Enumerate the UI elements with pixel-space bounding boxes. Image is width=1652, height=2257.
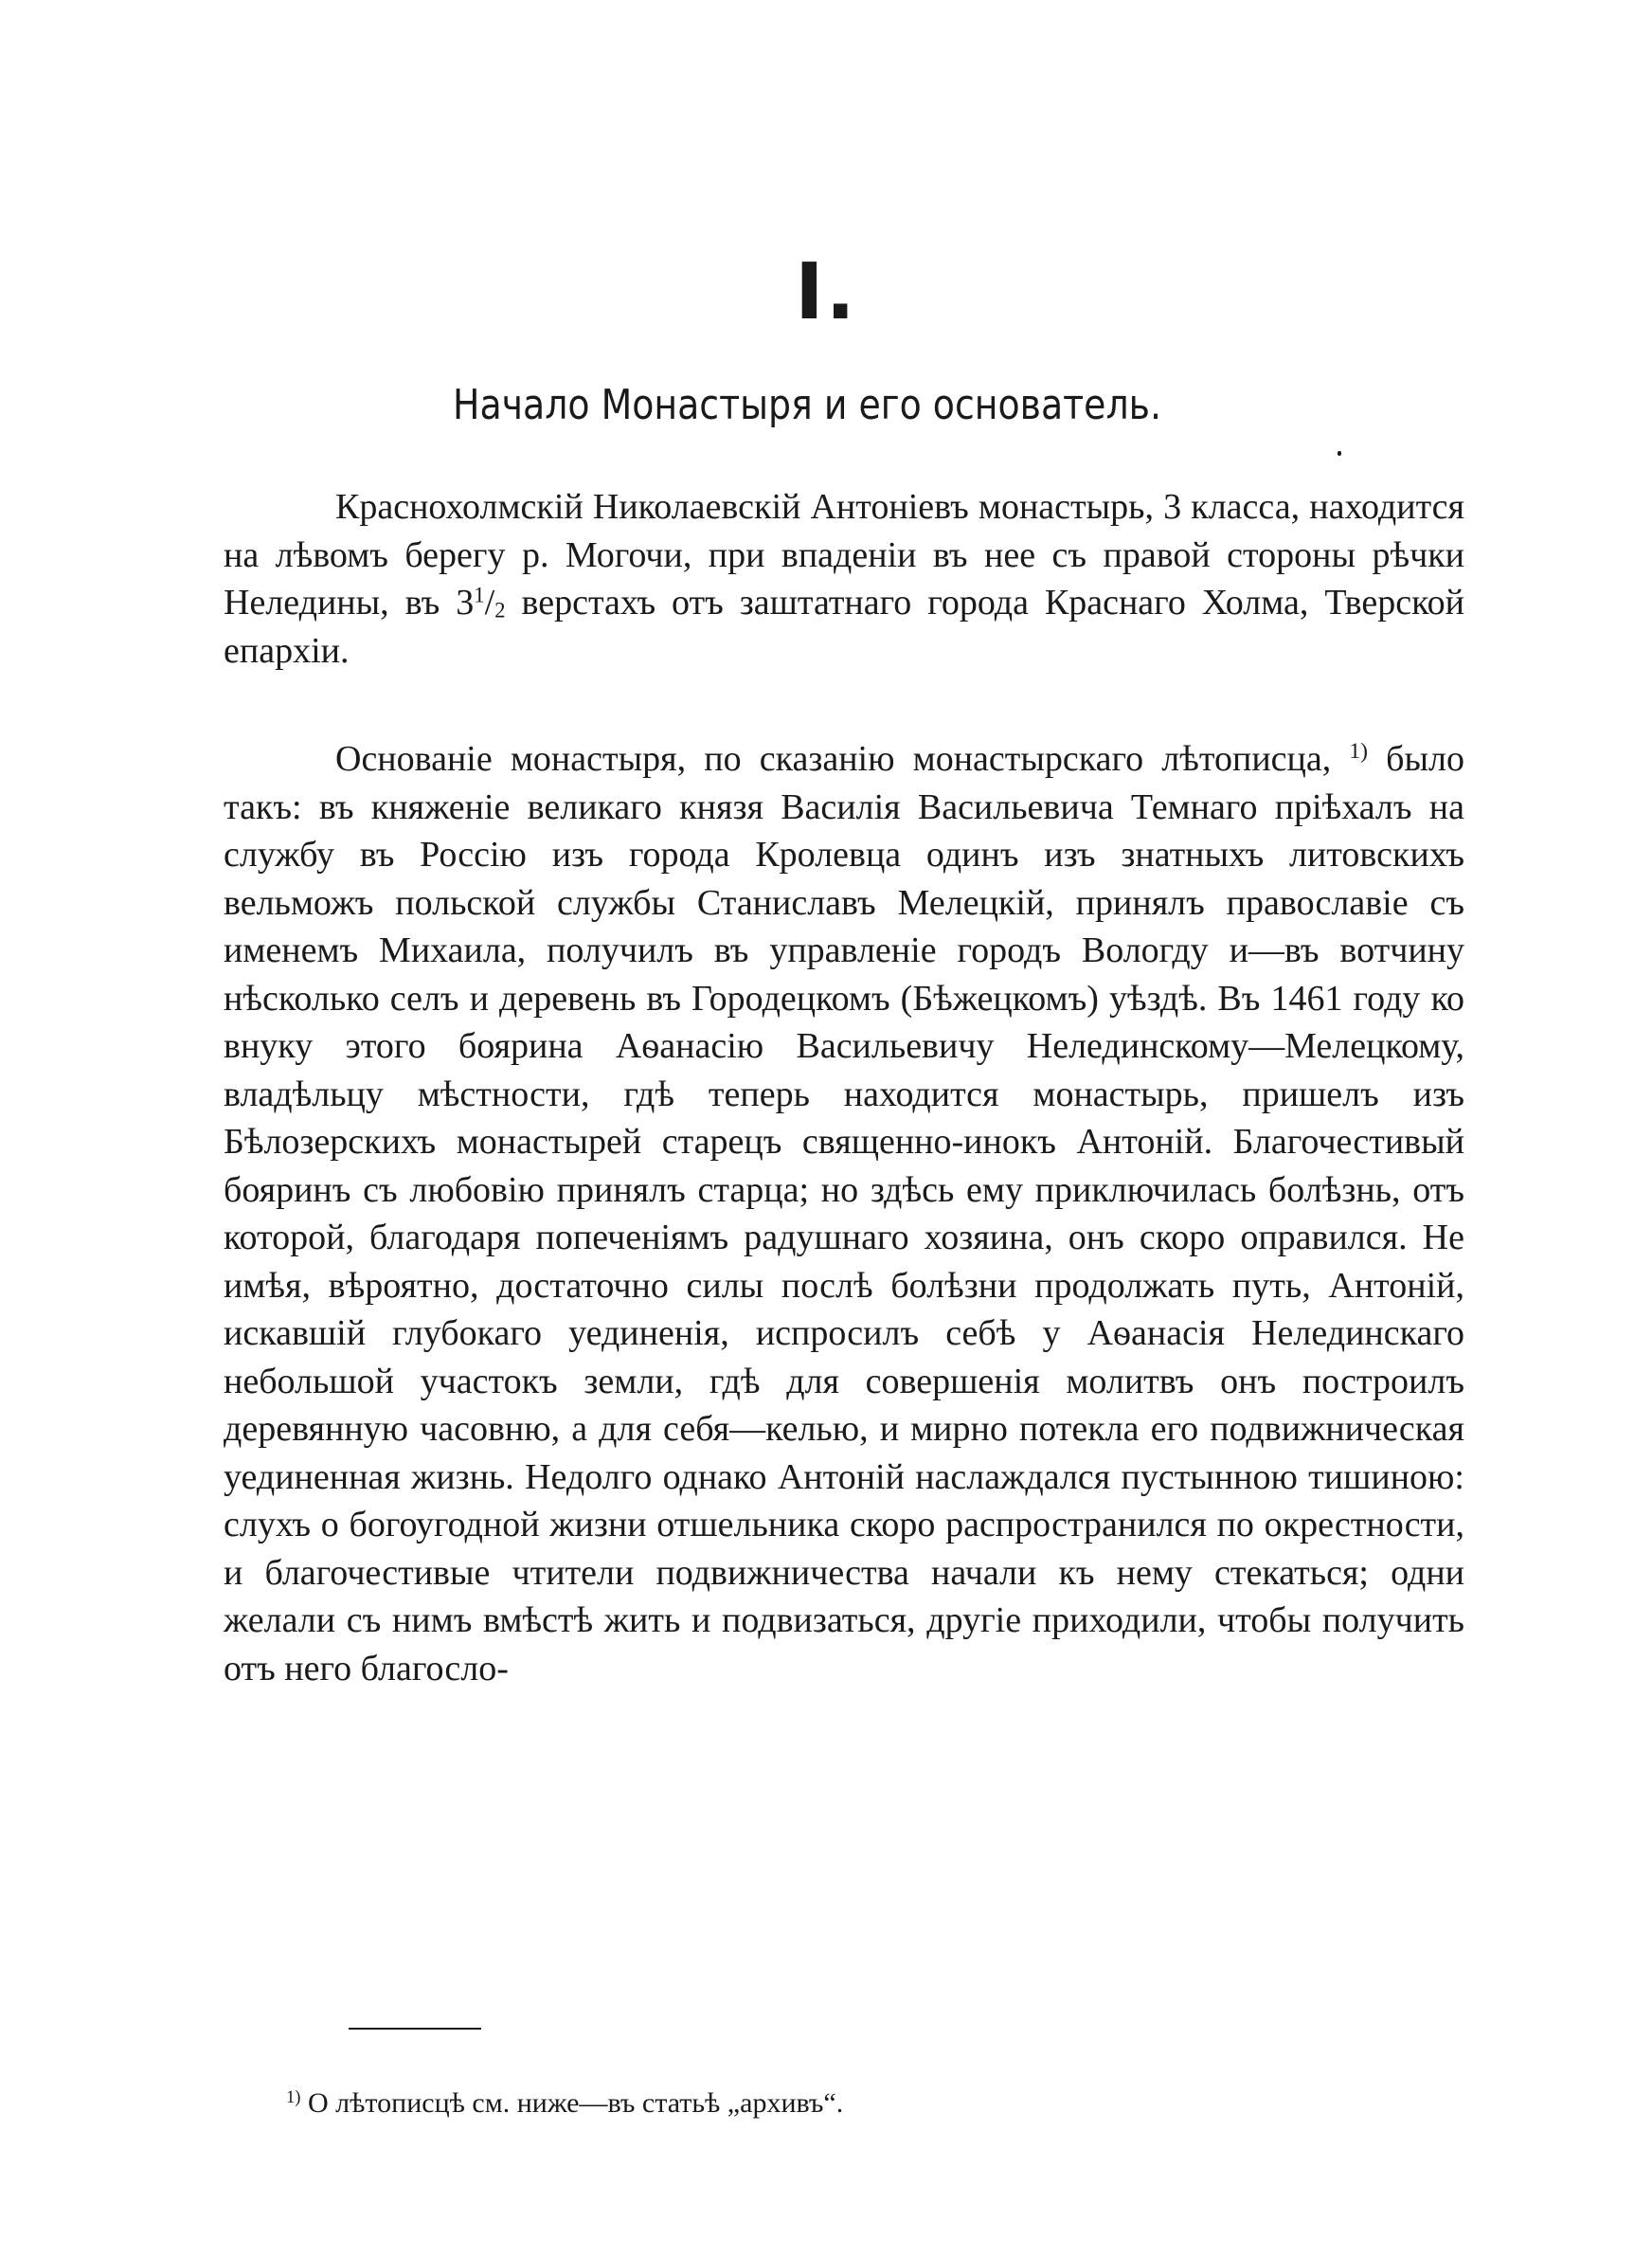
paragraph-1-text-a: Краснохолмскій Николаевскій Антоніевъ монастырь, 3 класса, находится на лѣвомъ берегу р. Могочи, при впаденіи въ нее съ правой стороны рѣчки Неледины, въ: [224, 487, 1464, 623]
chapter-numeral: I.: [795, 247, 857, 337]
paragraph-2-text-a: Основаніе монастыря, по сказанію монастырскаго лѣтописца,: [335, 739, 1350, 779]
fraction-distance: $3^1/_2$: [456, 583, 506, 623]
footnote-reference: 1): [1349, 739, 1369, 765]
paragraph-1-text-b: верстахъ отъ заштатнаго города Краснаго Холма, Тверской епархіи.: [224, 583, 1464, 671]
footnote-divider: [349, 2028, 481, 2030]
footnote-marker: 1): [286, 2086, 301, 2107]
fraction-denominator: 2: [494, 598, 506, 623]
paragraph-1: [224, 483, 1464, 675]
footnote: [286, 2085, 1423, 2122]
chapter-title: Начало Монастыря и его основатель.: [453, 381, 1161, 429]
paragraph-2: [224, 735, 1464, 1692]
fraction-numerator: 1: [474, 583, 485, 607]
footnote-text: О лѣтописцѣ см. ниже—въ статьѣ „архивъ“.: [300, 2087, 844, 2119]
print-speck: [1338, 451, 1341, 456]
paragraph-2-text-b: было такъ: въ княженіе великаго князя Василія Васильевича Темнаго пріѣхалъ на службу въ Россію изъ города Кролевца одинъ изъ знатныхъ литовскихъ вельможъ польской службы Станиславъ Мелецкій, принялъ православіе съ именемъ Михаила, получилъ въ управленіе городъ Вологду и—въ вотчину нѣсколько селъ и деревень въ Городецкомъ (Бѣжецкомъ) уѣздѣ. Въ 1461 году ко внуку этого боярина Аѳанасію Васильевичу Нелединскому—Мелецкому, владѣльцу мѣстности, гдѣ теперь находится монастырь, пришелъ изъ Бѣлозерскихъ монастырей старецъ священно-инокъ Антоній. Благочестивый бояринъ съ любовію принялъ старца; но здѣсь ему приключилась болѣзнь, отъ которой, благодаря попеченіямъ радушнаго хозяина, онъ скоро оправился. Не имѣя, вѣроятно, достаточно силы послѣ болѣзни продолжать путь, Антоній, искавшій глубокаго уединенія, испросилъ себѣ у Аѳанасія Нелединскаго небольшой участокъ земли, гдѣ для совершенія молитвъ онъ построилъ деревянную часовню, а для себя—келью, и мирно потекла его подвижническая уединенная жизнь. Недолго однако Антоній наслаждался пустынною тишиною: слухъ о богоугодной жизни отшельника скоро распространился по окрестности, и благочестивые чтители подвижничества начали къ нему стекаться; одни желали съ нимъ вмѣстѣ жить и подвизаться, другіе приходили, чтобы получить отъ него благосло-: [224, 739, 1465, 1688]
fraction-whole: 3: [456, 583, 475, 623]
